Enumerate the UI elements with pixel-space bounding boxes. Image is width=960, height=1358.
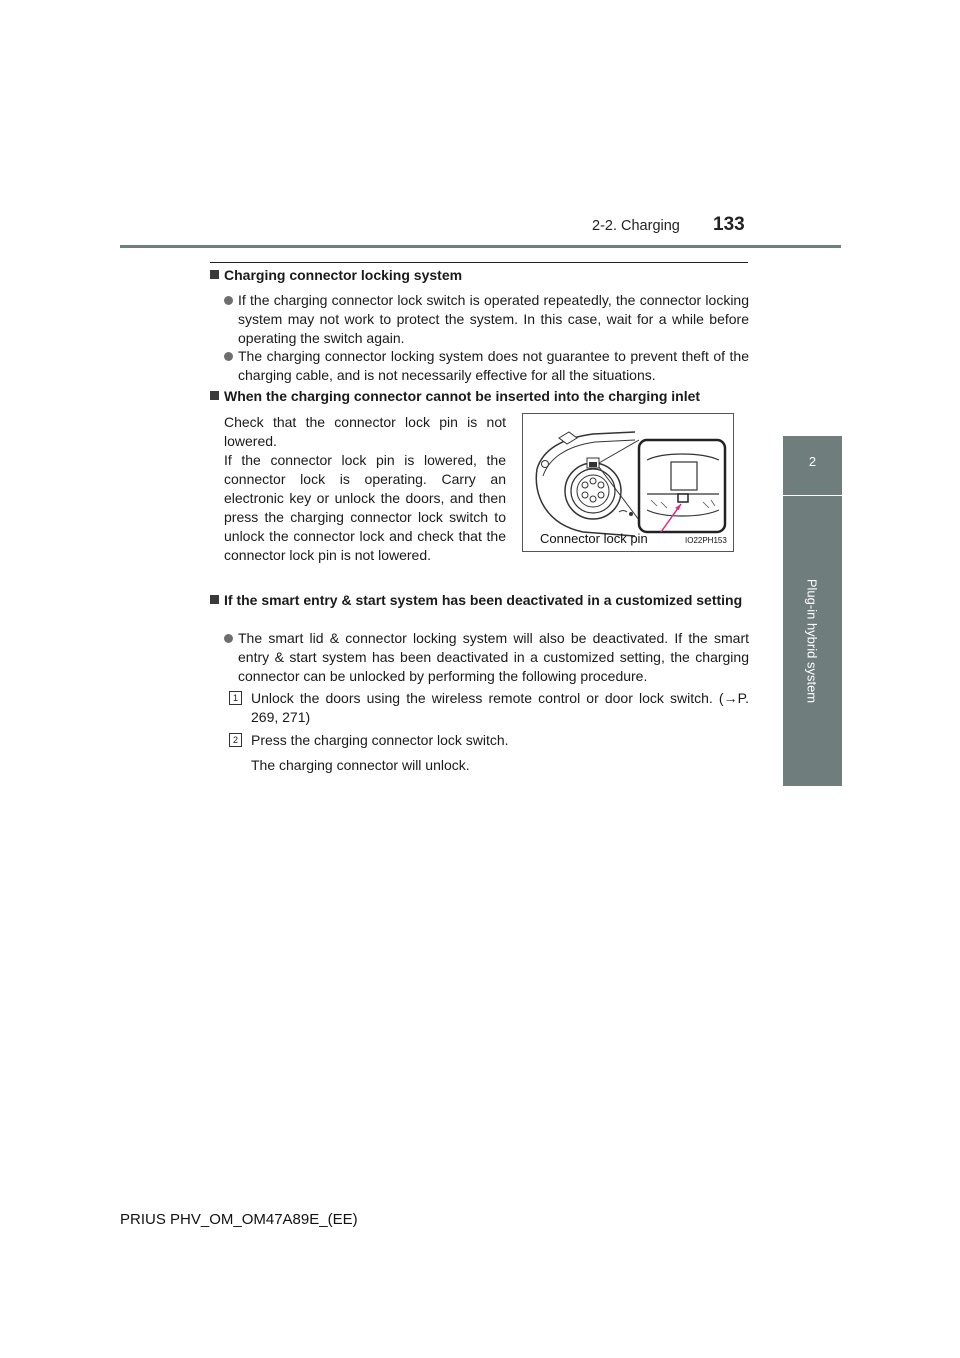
document-code: PRIUS PHV_OM_OM47A89E_(EE) (120, 1211, 358, 1228)
content-rule (210, 262, 748, 263)
step-number: 2 (229, 733, 242, 747)
figure-caption: Connector lock pin (540, 531, 648, 546)
step-result: The charging connector will unlock. (251, 757, 470, 773)
square-bullet-icon (210, 595, 219, 604)
paragraph: If the connector lock pin is lowered, the connector lock is operating. Carry an electronic key or unlock the doors, and then press the charging connector lock switch to unlock the connector lock and check that the connector lock pin is not lowered. (224, 452, 506, 563)
step-item: 1 Unlock the doors using the wireless remote control or door lock switch. (→P. 269, 271) (229, 689, 749, 727)
chapter-title: Plug-in hybrid system (804, 578, 820, 704)
chapter-tab-label (783, 496, 842, 786)
page-number: 133 (713, 214, 745, 235)
round-bullet-icon (224, 296, 233, 305)
step-item: 2 Press the charging connector lock switch. (229, 731, 749, 750)
bullet-item: The smart lid & connector locking system will also be deactivated. If the smart entry & start system has been deactivated in a customized setting, the charging connector can be unlocked by performing the following procedure. (224, 629, 749, 686)
bullet-item: The charging connector locking system does not guarantee to prevent theft of the charging cable, and is not necessarily effective for all the situations. (224, 347, 749, 385)
figure-id: IO22PH153 (685, 536, 727, 545)
header-rule (120, 245, 841, 248)
round-bullet-icon (224, 352, 233, 361)
square-bullet-icon (210, 391, 219, 400)
chapter-number: 2 (808, 454, 817, 469)
step-number: 1 (229, 691, 242, 705)
paragraph: Check that the connector lock pin is not lowered. (224, 414, 506, 449)
round-bullet-icon (224, 634, 233, 643)
bullet-item: If the charging connector lock switch is operated repeatedly, the connector locking system may not work to protect the system. In this case, wait for a while before operating the switch again. (224, 291, 749, 348)
heading-cannot-insert: When the charging connector cannot be inserted into the charging inlet (210, 387, 700, 406)
heading-smart-entry: If the smart entry & start system has been deactivated in a customized setting (210, 591, 750, 610)
heading-locking-system: Charging connector locking system (210, 266, 462, 285)
chapter-tab (783, 436, 842, 495)
square-bullet-icon (210, 270, 219, 279)
section-title: 2-2. Charging (592, 218, 680, 234)
